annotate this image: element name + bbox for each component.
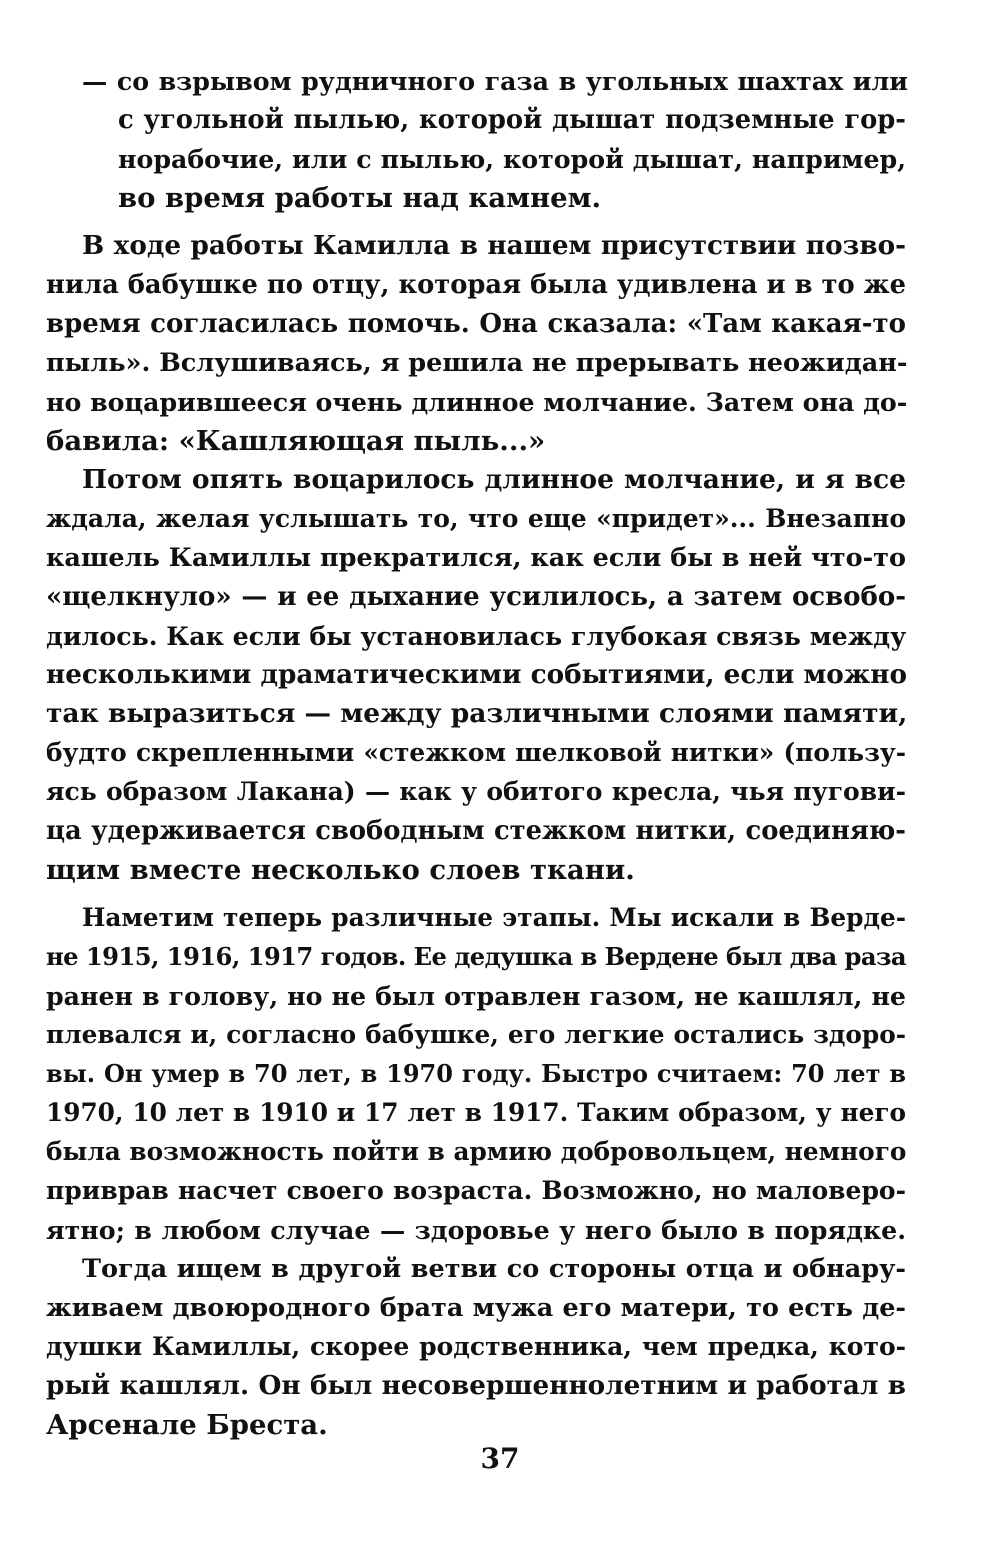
text-line: плевался и, согласно бабушке, его легкие остались здоро- — [46, 1020, 906, 1049]
text-line: ждала, желая услышать то, что еще «придет»... Внезапно — [46, 504, 906, 533]
text-line: несколькими драматическими событиями, если можно — [46, 659, 907, 690]
text-line: 1970, 10 лет в 1910 и 17 лет в 1917. Таким образом, у него — [46, 1098, 906, 1127]
text-line: ясь образом Лакана) — как у обитого кресла, чья пугови- — [46, 777, 906, 806]
text-line: нила бабушке по отцу, которая была удивлена и в то же — [46, 270, 906, 300]
text-line: — со взрывом рудничного газа в угольных шахтах или — [82, 66, 908, 96]
text-line: вы. Он умер в 70 лет, в 1970 году. Быстро считаем: 70 лет в — [46, 1059, 906, 1088]
text-line: кашель Камиллы прекратился, как если бы в ней что-то — [46, 543, 906, 573]
text-line: ца удерживается свободным стежком нитки, соединяю- — [46, 816, 906, 846]
text-line: Арсенале Бреста. — [46, 1409, 328, 1441]
text-line: бавила: «Кашляющая пыль...» — [46, 425, 546, 457]
text-line: ятно; в любом случае — здоровье у него было в порядке. — [46, 1215, 906, 1245]
text-line: душки Камиллы, скорее родственника, чем предка, кото- — [46, 1332, 906, 1361]
text-line: дилось. Как если бы установилась глубокая связь между — [46, 621, 907, 651]
text-line: Наметим теперь различные этапы. Мы искали в Верде- — [82, 903, 906, 932]
text-line: норабочие, или с пылью, которой дышат, например, — [118, 144, 906, 174]
text-line: рый кашлял. Он был несовершеннолетним и работал в — [46, 1370, 906, 1401]
text-line: приврав насчет своего возраста. Возможно, но маловеро- — [46, 1176, 906, 1205]
page-number: 37 — [480, 1442, 520, 1475]
text-line: Потом опять воцарилось длинное молчание, и я все — [82, 464, 906, 495]
text-line: В ходе работы Камилла в нашем присутствии позво- — [82, 230, 906, 261]
text-line: пыль». Вслушиваясь, я решила не прерывать неожидан- — [46, 348, 908, 378]
text-line: не 1915, 1916, 1917 годов. Ее дедушка в Вердене был два раза — [46, 942, 906, 971]
text-line: ранен в голову, но не был отравлен газом, не кашлял, не — [46, 981, 906, 1011]
text-line: так выразиться — между различными слоями памяти, — [46, 698, 908, 729]
text-line: во время работы над камнем. — [118, 182, 602, 214]
text-line: щим вместе несколько слоев ткани. — [46, 854, 635, 886]
text-line: с угольной пылью, которой дышат подземные гор- — [118, 105, 906, 135]
text-line: Тогда ищем в другой ветви со стороны отца и обнару- — [82, 1254, 906, 1284]
text-line: была возможность пойти в армию добровольцем, немного — [46, 1137, 907, 1166]
text-line: живаем двоюродного брата мужа его матери, то есть де- — [46, 1293, 906, 1323]
text-line: время согласилась помочь. Она сказала: «Там какая-то — [46, 309, 906, 339]
text-line: но воцарившееся очень длинное молчание. Затем она до- — [46, 387, 908, 417]
text-line: «щелкнуло» — и ее дыхание усилилось, а затем освобо- — [46, 582, 906, 612]
text-line: будто скрепленными «стежком шелковой нитки» (пользу- — [46, 738, 906, 767]
